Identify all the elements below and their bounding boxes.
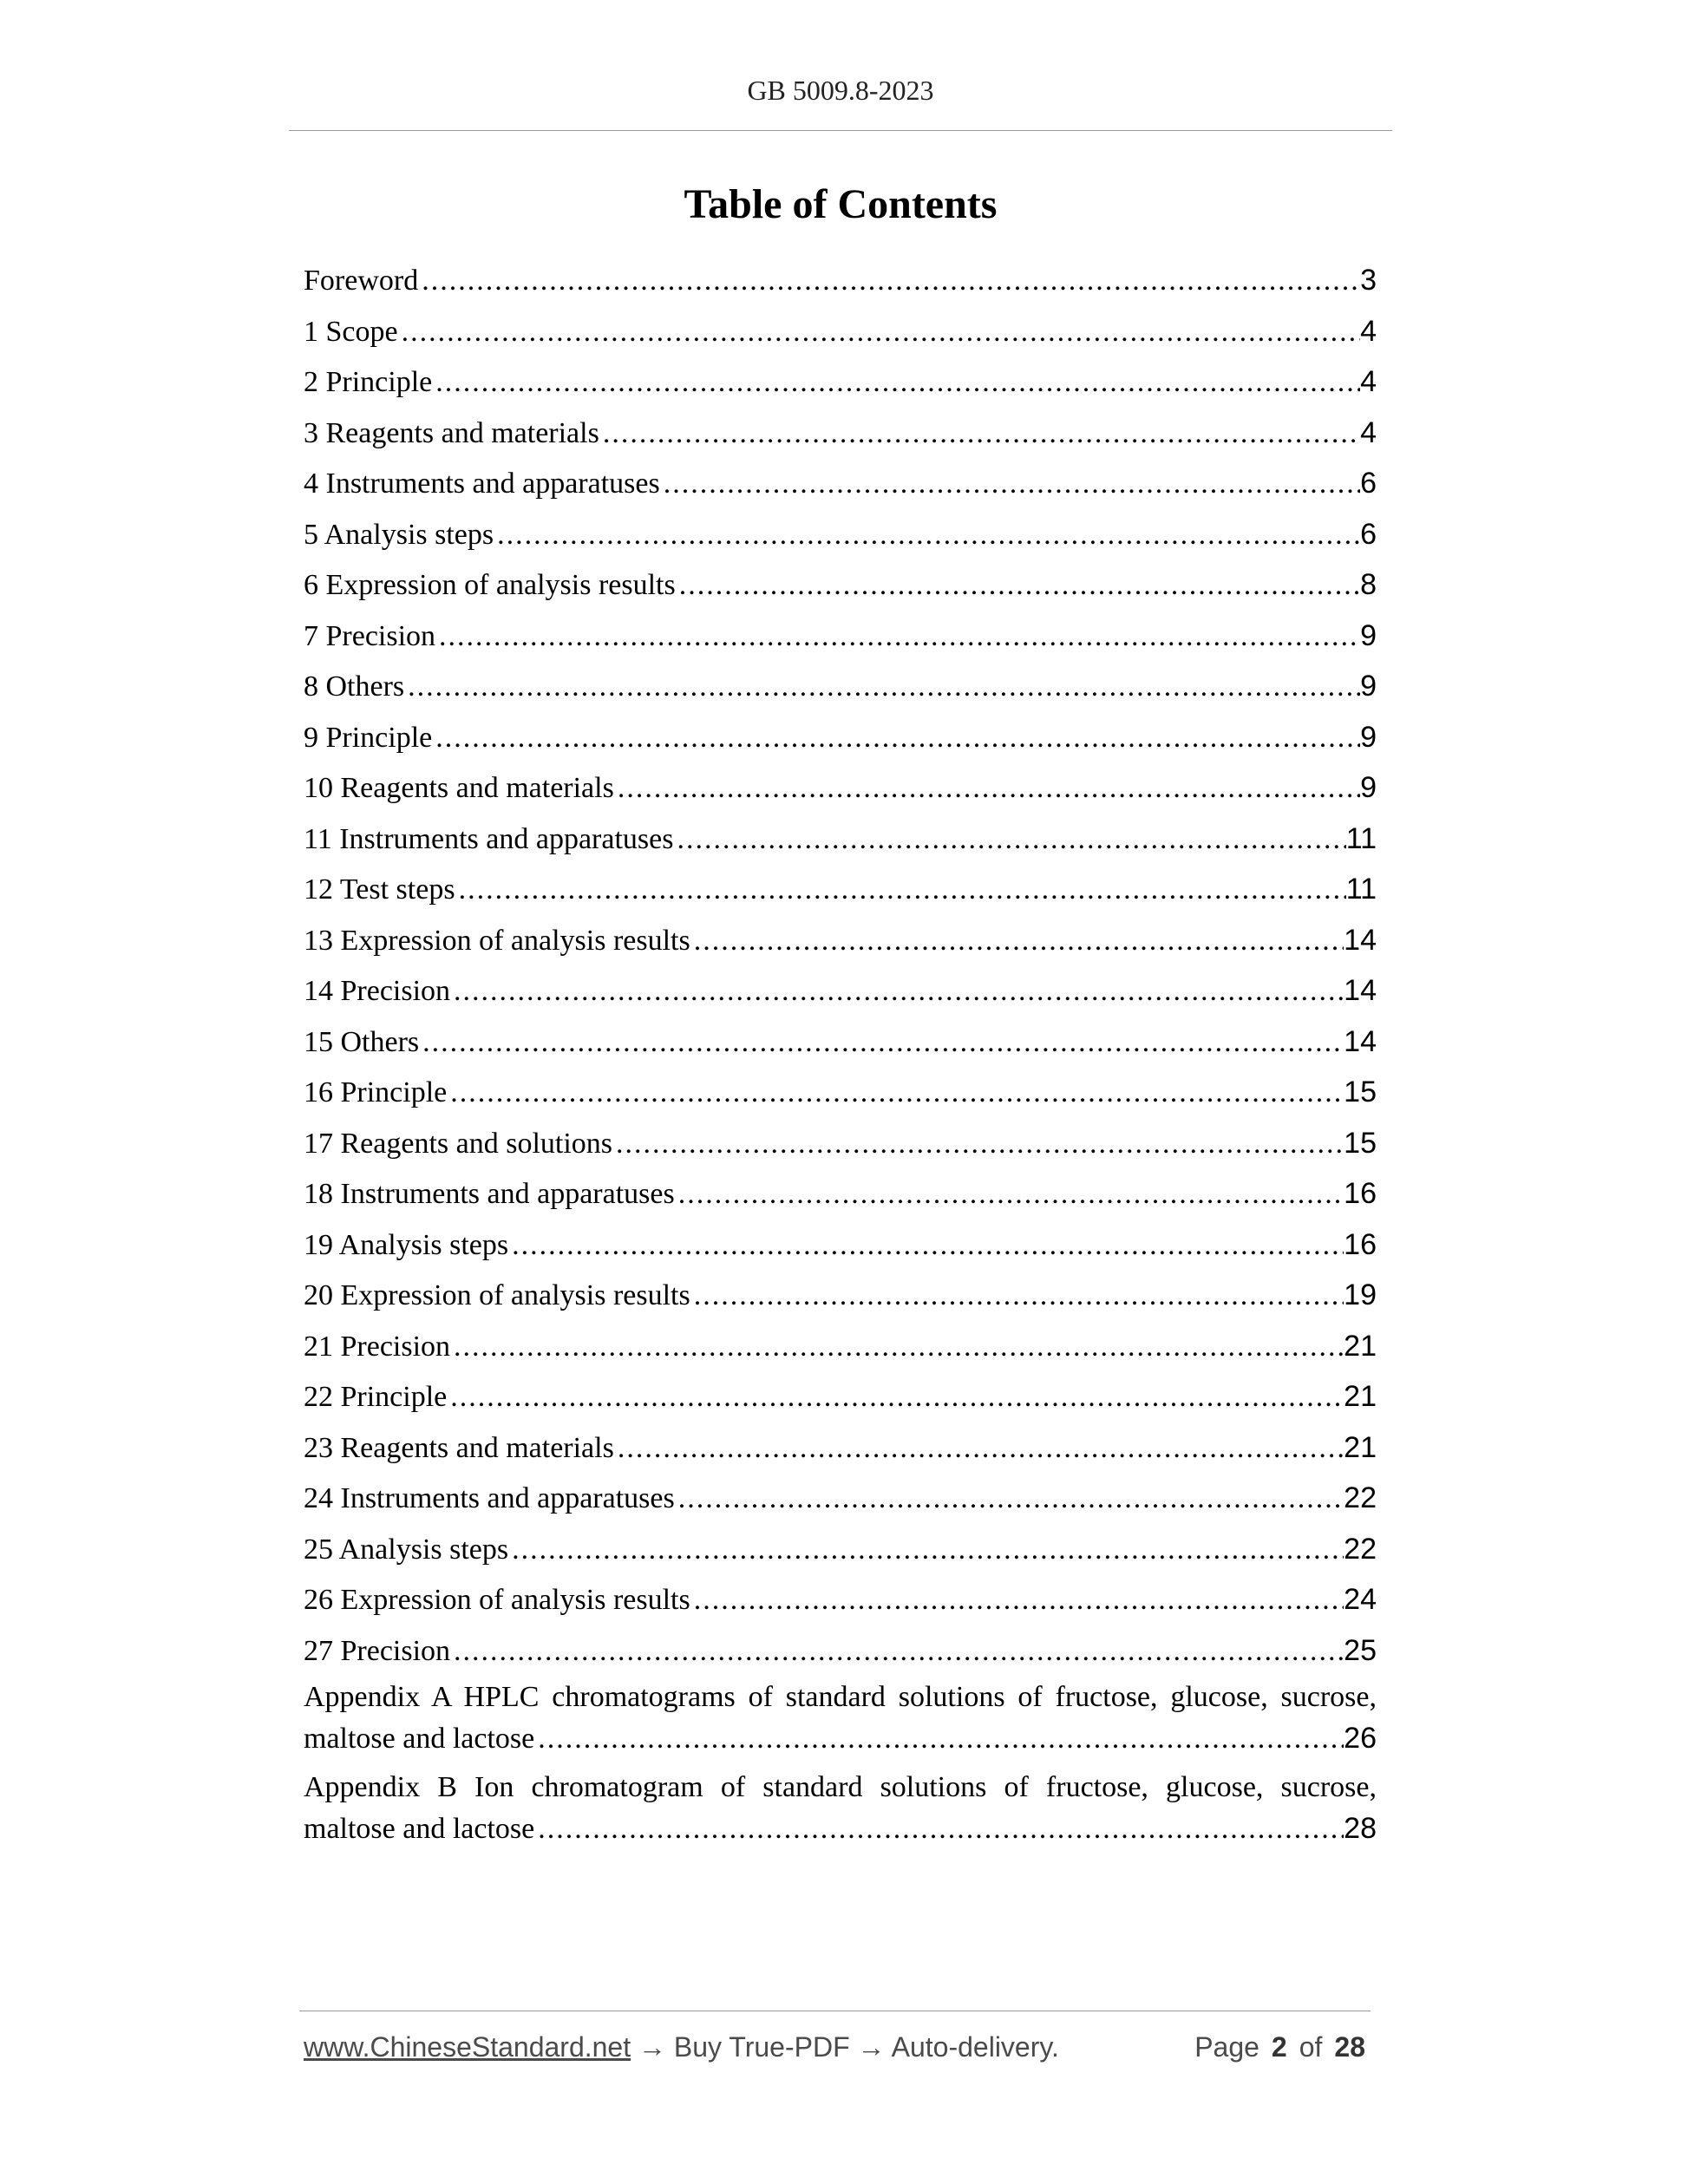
toc-entry-text: 10 Reagents and materials bbox=[304, 772, 614, 804]
toc-entry-27[interactable] bbox=[304, 1625, 1377, 1677]
toc-entry-text: 11 Instruments and apparatuses bbox=[304, 822, 674, 855]
toc-entry-text: 6 Expression of analysis results bbox=[304, 569, 676, 601]
header-divider bbox=[289, 130, 1392, 131]
toc-dot-leader bbox=[512, 1525, 1344, 1575]
toc-entry-5[interactable] bbox=[304, 509, 1377, 560]
toc-dot-leader bbox=[678, 1169, 1344, 1220]
toc-entry-18[interactable] bbox=[304, 1168, 1377, 1220]
toc-page-number: 14 bbox=[1344, 1024, 1377, 1058]
toc-entry-text: 16 Principle bbox=[304, 1076, 448, 1108]
toc-entry-17[interactable] bbox=[304, 1118, 1377, 1169]
toc-page-number: 8 bbox=[1360, 568, 1377, 601]
toc-title: Table of Contents bbox=[684, 181, 998, 227]
toc-entry-16[interactable] bbox=[304, 1067, 1377, 1118]
auto-delivery-text: Auto-delivery. bbox=[891, 2031, 1059, 2063]
toc-entry-14[interactable] bbox=[304, 965, 1377, 1017]
toc-dot-leader bbox=[450, 1068, 1344, 1118]
toc-dot-leader bbox=[450, 1372, 1344, 1422]
toc-page-number: 9 bbox=[1360, 720, 1377, 754]
toc-dot-leader bbox=[454, 1626, 1344, 1677]
toc-dot-leader bbox=[422, 1017, 1344, 1068]
page-total: 28 bbox=[1334, 2031, 1365, 2063]
toc-entry-text: 15 Others bbox=[304, 1025, 420, 1058]
toc-page-number: 28 bbox=[1344, 1812, 1377, 1845]
toc-page-number: 14 bbox=[1344, 923, 1377, 957]
toc-entry-9[interactable] bbox=[304, 712, 1377, 763]
toc-page-number: 16 bbox=[1344, 1227, 1377, 1261]
toc-entry-text: 19 Analysis steps bbox=[304, 1228, 509, 1261]
toc-dot-leader bbox=[694, 1575, 1344, 1625]
toc-page-number: 4 bbox=[1360, 314, 1377, 348]
page-indicator bbox=[1194, 2031, 1365, 2063]
toc-dot-leader bbox=[454, 1322, 1344, 1372]
toc-page-number: 11 bbox=[1345, 821, 1377, 855]
toc-page-number: 6 bbox=[1360, 517, 1377, 551]
toc-entry-text: 7 Precision bbox=[304, 619, 436, 652]
toc-dot-leader bbox=[677, 814, 1345, 865]
toc-entry-appendix-b[interactable] bbox=[304, 1768, 1377, 1849]
toc-entry-2[interactable] bbox=[304, 356, 1377, 408]
toc-dot-leader bbox=[618, 1423, 1344, 1474]
toc-entry-text: 13 Expression of analysis results bbox=[304, 924, 690, 957]
toc-entry-text: Appendix A HPLC chromatograms of standard solutions of fructose, glucose, sucrose, bbox=[304, 1681, 1377, 1713]
toc-page-number: 6 bbox=[1360, 467, 1377, 500]
toc-entry-text: 3 Reagents and materials bbox=[304, 416, 599, 449]
toc-entry-13[interactable] bbox=[304, 915, 1377, 966]
toc-page-number: 3 bbox=[1360, 264, 1377, 297]
toc-page-number: 14 bbox=[1344, 974, 1377, 1007]
footer-promo bbox=[304, 2031, 1059, 2063]
toc-entry-15[interactable] bbox=[304, 1017, 1377, 1068]
toc-dot-leader bbox=[512, 1220, 1344, 1271]
arrow-right-icon: → bbox=[638, 2031, 666, 2063]
toc-entry-text: Appendix B Ion chromatogram of standard solutions of fructose, glucose, sucrose, bbox=[304, 1771, 1377, 1803]
toc-dot-leader bbox=[538, 1718, 1344, 1759]
toc-entry-text: maltose and lactose bbox=[304, 1723, 535, 1755]
page-footer bbox=[304, 2031, 1371, 2070]
toc-page-number: 21 bbox=[1344, 1380, 1377, 1413]
toc-entry-3[interactable] bbox=[304, 408, 1377, 459]
toc-entry-text: 4 Instruments and apparatuses bbox=[304, 468, 660, 500]
toc-entry-text: maltose and lactose bbox=[304, 1813, 535, 1845]
toc-dot-leader bbox=[422, 256, 1360, 306]
toc-entry-text: 25 Analysis steps bbox=[304, 1533, 509, 1566]
toc-entry-6[interactable] bbox=[304, 559, 1377, 611]
toc-entry-7[interactable] bbox=[304, 611, 1377, 662]
toc-entry-text: 14 Precision bbox=[304, 975, 451, 1007]
toc-entry-continuation bbox=[304, 1808, 1377, 1849]
toc-dot-leader bbox=[679, 560, 1360, 611]
toc-entry-text: 17 Reagents and solutions bbox=[304, 1127, 613, 1160]
toc-page-number: 15 bbox=[1344, 1126, 1377, 1160]
toc-entry-text: 1 Scope bbox=[304, 315, 398, 348]
website-link[interactable]: www.ChineseStandard.net bbox=[304, 2031, 631, 2063]
toc-entry-text: 24 Instruments and apparatuses bbox=[304, 1482, 675, 1514]
toc-entry-text: 5 Analysis steps bbox=[304, 518, 494, 551]
toc-entry-continuation bbox=[304, 1717, 1377, 1759]
toc-dot-leader bbox=[497, 510, 1360, 560]
toc-entry-8[interactable] bbox=[304, 661, 1377, 712]
toc-dot-leader bbox=[408, 662, 1360, 712]
toc-dot-leader bbox=[435, 357, 1360, 408]
toc-entry-21[interactable] bbox=[304, 1321, 1377, 1372]
toc-page-number: 22 bbox=[1344, 1532, 1377, 1566]
toc-entry-text: 22 Principle bbox=[304, 1381, 448, 1413]
toc-page-number: 21 bbox=[1344, 1329, 1377, 1363]
toc-dot-leader bbox=[694, 916, 1344, 966]
toc-dot-leader bbox=[459, 865, 1346, 915]
toc-page-number: 4 bbox=[1360, 415, 1377, 449]
toc-dot-leader bbox=[402, 307, 1360, 357]
toc-dot-leader bbox=[694, 1271, 1344, 1321]
document-code-header: GB 5009.8-2023 bbox=[747, 75, 934, 106]
page-of-label: of bbox=[1299, 2031, 1323, 2063]
page-label: Page bbox=[1194, 2031, 1259, 2063]
toc-page-number: 16 bbox=[1344, 1177, 1377, 1210]
toc-page-number: 21 bbox=[1344, 1430, 1377, 1464]
toc-entry-1[interactable] bbox=[304, 306, 1377, 357]
toc-entry-10[interactable] bbox=[304, 762, 1377, 814]
toc-entry-text: 9 Principle bbox=[304, 721, 433, 754]
toc-entry-11[interactable] bbox=[304, 814, 1377, 865]
toc-entry-text: 20 Expression of analysis results bbox=[304, 1279, 690, 1311]
toc-entry-foreword[interactable] bbox=[304, 255, 1377, 306]
toc-page-number: 19 bbox=[1344, 1278, 1377, 1311]
toc-entry-text: 27 Precision bbox=[304, 1634, 451, 1667]
toc-entry-text: 23 Reagents and materials bbox=[304, 1431, 614, 1464]
toc-entry-24[interactable] bbox=[304, 1473, 1377, 1524]
toc-entry-23[interactable] bbox=[304, 1422, 1377, 1474]
toc-entry-text: 21 Precision bbox=[304, 1330, 451, 1363]
toc-entry-text: 26 Expression of analysis results bbox=[304, 1584, 690, 1616]
table-of-contents bbox=[304, 255, 1377, 1858]
toc-page-number: 26 bbox=[1344, 1722, 1377, 1755]
toc-entry-text: 8 Others bbox=[304, 670, 405, 703]
toc-entry-22[interactable] bbox=[304, 1371, 1377, 1422]
toc-entry-4[interactable] bbox=[304, 458, 1377, 509]
toc-dot-leader bbox=[664, 459, 1360, 509]
toc-dot-leader bbox=[435, 713, 1360, 763]
buy-pdf-text: Buy True-PDF bbox=[673, 2031, 850, 2063]
toc-dot-leader bbox=[616, 1119, 1344, 1169]
toc-dot-leader bbox=[678, 1474, 1344, 1524]
toc-dot-leader bbox=[618, 763, 1360, 814]
toc-entry-text: 2 Principle bbox=[304, 366, 433, 398]
toc-page-number: 25 bbox=[1344, 1633, 1377, 1667]
toc-entry-12[interactable] bbox=[304, 864, 1377, 915]
toc-page-number: 24 bbox=[1344, 1583, 1377, 1616]
toc-entry-19[interactable] bbox=[304, 1220, 1377, 1271]
toc-entry-text: Foreword bbox=[304, 265, 419, 297]
toc-page-number: 11 bbox=[1345, 873, 1377, 906]
toc-page-number: 22 bbox=[1344, 1481, 1377, 1514]
toc-page-number: 4 bbox=[1360, 365, 1377, 398]
toc-dot-leader bbox=[538, 1808, 1344, 1849]
toc-entry-appendix-a[interactable] bbox=[304, 1677, 1377, 1759]
toc-dot-leader bbox=[439, 611, 1360, 662]
toc-entry-20[interactable] bbox=[304, 1270, 1377, 1321]
toc-dot-leader bbox=[603, 409, 1360, 459]
toc-page-number: 9 bbox=[1360, 618, 1377, 652]
toc-entry-26[interactable] bbox=[304, 1574, 1377, 1625]
toc-entry-25[interactable] bbox=[304, 1524, 1377, 1575]
toc-page-number: 9 bbox=[1360, 771, 1377, 804]
toc-entry-text: 18 Instruments and apparatuses bbox=[304, 1178, 675, 1210]
toc-page-number: 9 bbox=[1360, 670, 1377, 703]
toc-page-number: 15 bbox=[1344, 1076, 1377, 1108]
arrow-right-icon: → bbox=[857, 2031, 886, 2063]
page-current: 2 bbox=[1271, 2031, 1287, 2063]
toc-dot-leader bbox=[454, 966, 1344, 1017]
toc-entry-text: 12 Test steps bbox=[304, 873, 455, 906]
